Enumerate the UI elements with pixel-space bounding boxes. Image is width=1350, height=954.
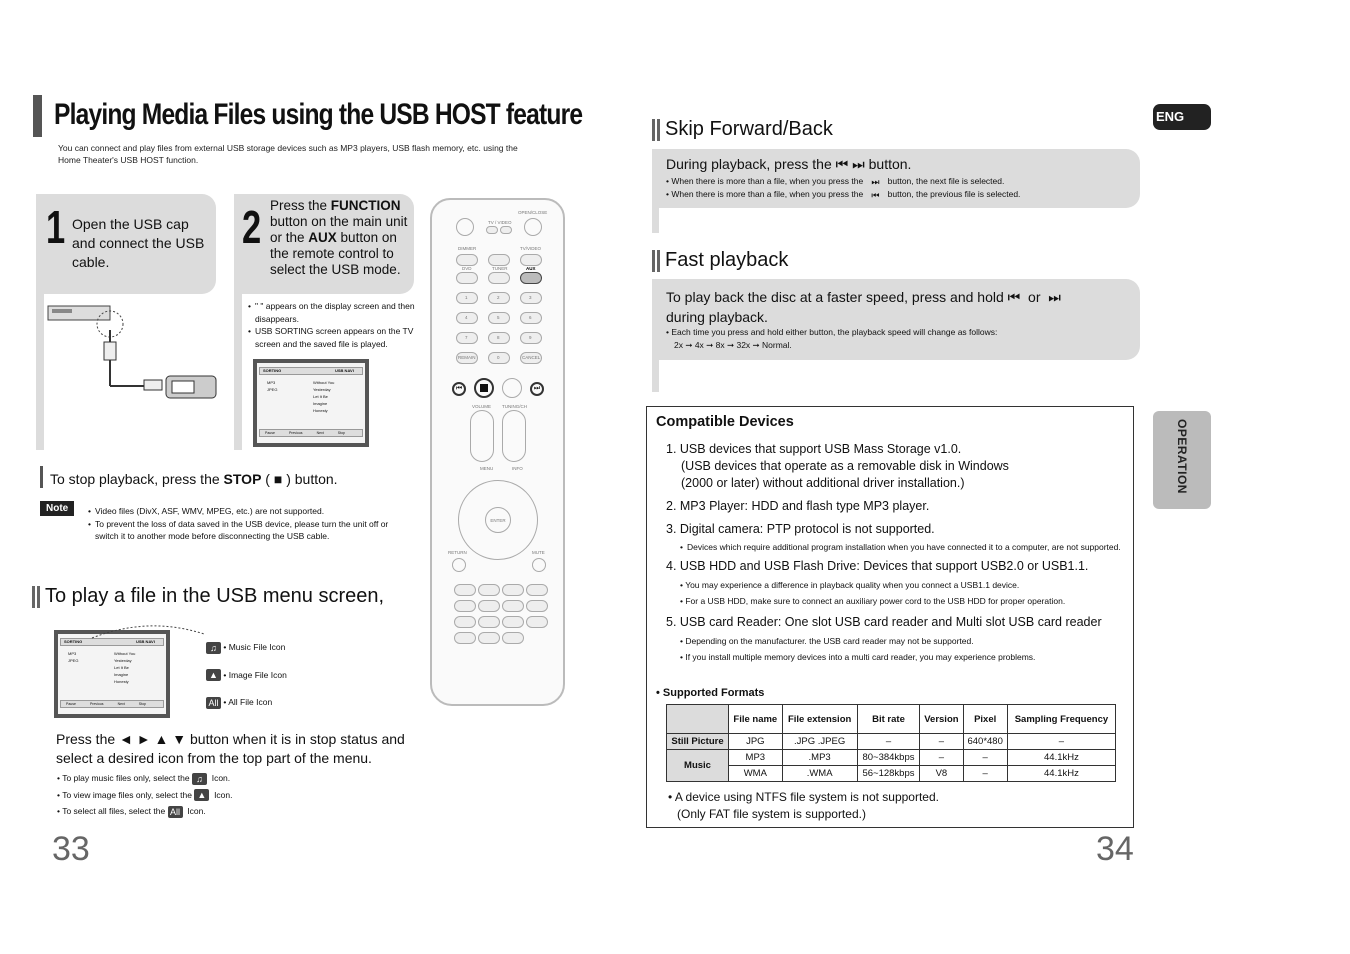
- step2-number: 2: [242, 201, 259, 253]
- all-file-icon: All: [168, 806, 183, 818]
- eject-icon: [524, 218, 542, 236]
- fast-accent: [652, 250, 660, 272]
- supported-formats-label: • Supported Formats: [656, 687, 765, 699]
- icon-legend: ♫ • Music File Icon ▲ • Image File Icon All • All File Icon: [206, 634, 287, 717]
- note-list: • Video files (DivX, ASF, WMV, MPEG, etc.) are not supported. • To prevent the loss of data saved in the USB device, please turn the unit off or switch it to another mode before disconnecting the USB cable.: [88, 506, 389, 541]
- compat-list: 1. USB devices that support USB Mass Storage v1.0. (USB devices that operate as a removable disk in Windows (2000 or later) without additional driver installation.) 2. MP3 Player: HDD and flash type MP3 player. 3. Digital camera: PTP protocol is not supported. • Devices which require additional program installation when you have connected it to a computer, are not supported. 4. USB HDD and USB Flash Drive: Devices that support USB2.0 or USB1.1. • You may experience a difference in playback quality when you connect a USB1.1 device. • For a USB HDD, make sure to connect an auxiliary power cord to the USB HDD for proper operation. 5. USB card Reader: One slot USB card reader and Multi slot USB card reader • Depending on the manufacturer. the USB card reader may not be supported. • If you install multiple memory devices into a multi card reader, you may experience problems.: [666, 442, 1121, 662]
- skip-back-icon: ⏮: [871, 189, 880, 200]
- remote-control: OPEN/CLOSE TV / VIDEO DIMMER TV/VIDEO DVD TUNER AUX 1 2 3 4 5 6 7 8 9 REMAIN 0 CANCEL ⏮ ⏭ VOLUME TUNING/CH MENU INFO ENTER RETURN MUTE: [430, 198, 565, 706]
- image-file-icon: ▲: [206, 669, 221, 681]
- supported-formats-table: File name File extension Bit rate Version Pixel Sampling Frequency Still Picture JPG .JPG .JPEG – – 640*480 – Music MP3 .MP3 80~384kbps – – 44.1kHz WMA .WMA 56~128kbps V8 – 44.1kHz: [666, 704, 1116, 782]
- title-accent-bar: [33, 95, 42, 137]
- step2-text: Press the FUNCTION button on the main unit or the AUX button on the remote control to select the USB mode.: [270, 198, 408, 277]
- fast-bullets: • Each time you press and hold either button, the playback speed will change as follows: 2x ➞ 4x ➞ 8x ➞ 32x ➞ Normal.: [666, 327, 998, 350]
- music-file-icon: ♫: [206, 642, 221, 654]
- table-row: Still Picture JPG .JPG .JPEG – – 640*480 –: [667, 734, 1116, 750]
- note-label: Note: [40, 501, 74, 516]
- step1-number: 1: [46, 201, 63, 253]
- skip-back-icon[interactable]: ⏮: [452, 382, 466, 396]
- intro-text: You can connect and play files from external USB storage devices such as MP3 players, USB flash memory, etc. using the Home Theater's USB HOST function.: [58, 143, 518, 165]
- stop-accent-bar: [40, 466, 43, 488]
- image-file-icon: ▲: [194, 789, 209, 801]
- usb-menu-heading: To play a file in the USB menu screen,: [45, 585, 385, 607]
- stop-button[interactable]: [474, 378, 494, 398]
- usb-connection-illustration: [44, 300, 224, 410]
- page-number-left: 33: [52, 830, 90, 868]
- ntfs-note: • A device using NTFS file system is not supported. (Only FAT file system is supported.): [668, 790, 939, 821]
- usb-menu-screen: SORTING USB NAVI MP3 JPEG Without You Yesterday Let It Be Imagine Honesty Pause Previous Next Stop: [54, 630, 170, 718]
- usb-sorting-screen: SORTING USB NAVI MP3 JPEG Without You Yesterday Let It Be Imagine Honesty Pause Previous Next Stop: [253, 359, 369, 447]
- section-tab: OPERATION: [1153, 411, 1211, 509]
- skip-instruction: During playback, press the ⏮ ⏭ button.: [666, 156, 912, 172]
- skip-forward-icon[interactable]: ⏭: [530, 382, 544, 396]
- compatible-devices-box: [646, 406, 1134, 828]
- table-row: Music MP3 .MP3 80~384kbps – – 44.1kHz: [667, 750, 1116, 766]
- fast-heading: Fast playback: [665, 249, 789, 271]
- skip-accent: [652, 119, 660, 141]
- skip-heading: Skip Forward/Back: [665, 118, 833, 140]
- music-file-icon: ♫: [192, 773, 207, 785]
- skip-bullets: • When there is more than a file, when you press the ⏭ button, the next file is selected. • When there is more than a file, when you press the ⏮ button, the previous file is selected.: [666, 176, 1021, 200]
- tuning-rocker[interactable]: [502, 410, 526, 462]
- all-file-icon: All: [206, 697, 221, 709]
- aux-button[interactable]: [520, 272, 542, 284]
- stop-instruction: To stop playback, press the STOP ( ■ ) button.: [50, 471, 338, 487]
- skip-forward-icon: ⏭: [1048, 289, 1061, 305]
- usb-menu-accent: [32, 586, 40, 608]
- skip-back-icon: ⏮: [1007, 289, 1021, 305]
- usb-menu-press-text: Press the ◄ ► ▲ ▼ button when it is in stop status and select a desired icon from the top part of the menu.: [56, 731, 405, 766]
- fast-instruction: To play back the disc at a faster speed, press and hold ⏮ or ⏭ during playback.: [666, 289, 1061, 325]
- step2-bullets: • " " appears on the display screen and then disappears. • USB SORTING screen appears on the TV screen and the saved file is played.: [248, 301, 415, 349]
- language-tab: ENG: [1153, 104, 1211, 130]
- menu-callout-line: [88, 620, 208, 650]
- table-row: WMA .WMA 56~128kbps V8 – 44.1kHz: [667, 766, 1116, 782]
- navigation-pad[interactable]: ENTER: [458, 480, 538, 560]
- power-icon: [456, 218, 474, 236]
- play-pause-icon[interactable]: [502, 378, 522, 398]
- skip-forward-icon: ⏭: [871, 176, 880, 187]
- step1-text: Open the USB cap and connect the USB cable.: [72, 216, 205, 270]
- page-title: Playing Media Files using the USB HOST feature: [54, 98, 583, 131]
- volume-rocker[interactable]: [470, 410, 494, 462]
- usb-menu-bullets: • To play music files only, select the ♫ Icon. • To view image files only, select the ▲ Icon. • To select all files, select the All Icon.: [57, 773, 233, 817]
- compat-heading: Compatible Devices: [656, 414, 794, 430]
- page-number-right: 34: [1096, 830, 1134, 868]
